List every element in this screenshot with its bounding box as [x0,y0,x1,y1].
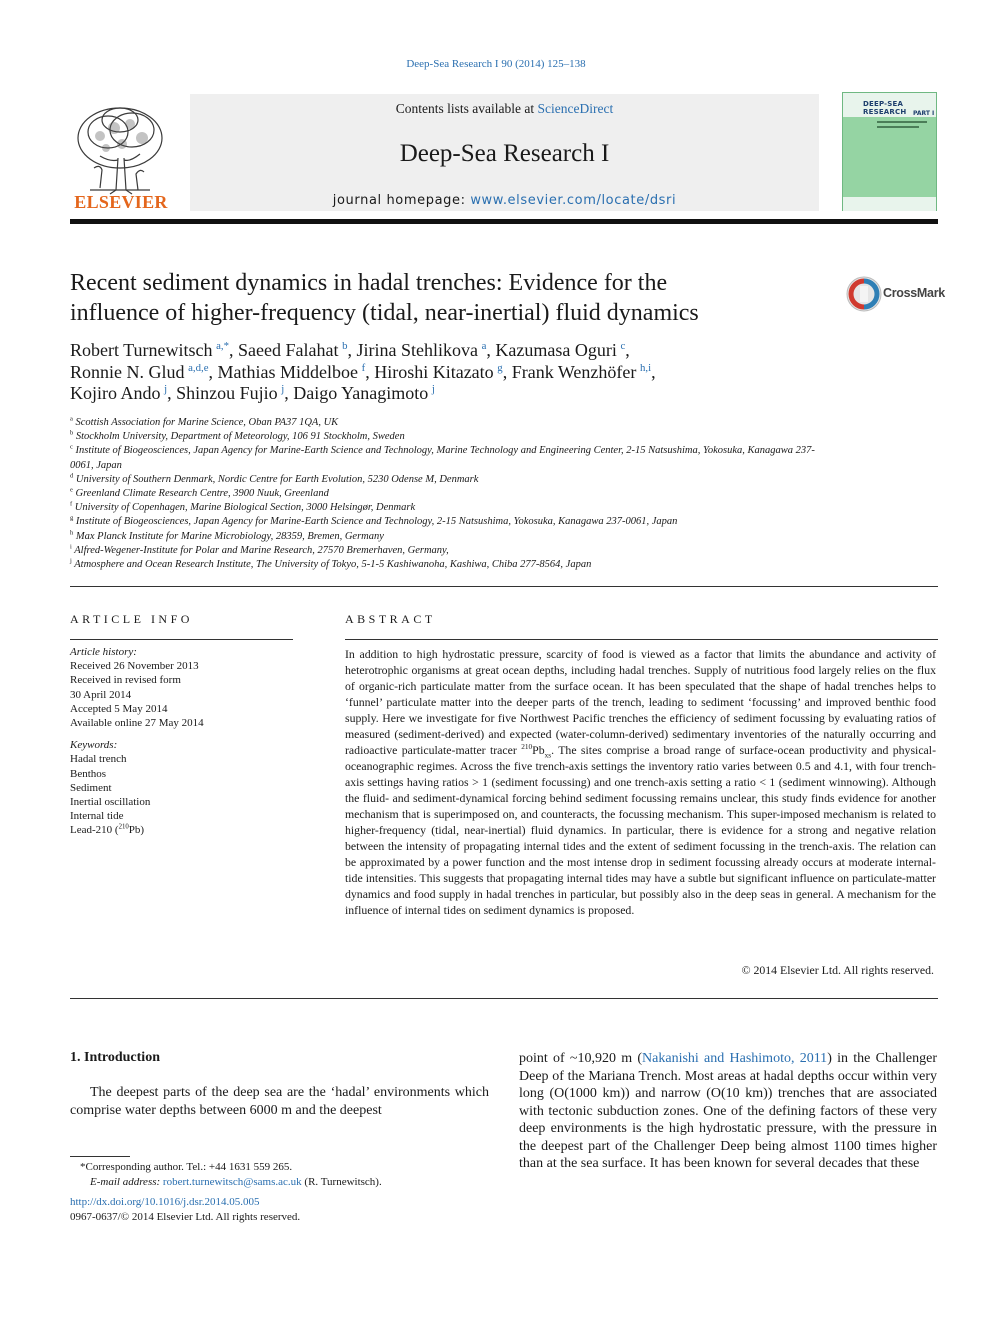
journal-homepage-line [190,193,819,208]
author-affiliation-ref[interactable]: g [497,361,503,374]
keyword-text: Lead-210 ( [70,824,119,837]
author-separator: , [229,340,239,360]
affiliation-text: Atmosphere and Ocean Research Institute, The University of Tokyo, 5-1-5 Kashiwanoha, Kashiwa, Chiba 277-8564, Japan [74,559,592,571]
journal-citation[interactable]: Deep-Sea Research I 90 (2014) 125–138 [406,58,586,70]
affiliation-key: j [70,557,72,565]
email-link[interactable]: robert.turnewitsch@sams.ac.uk [162,1175,302,1188]
author-separator: , [625,340,630,360]
cover-rule [877,126,919,128]
tracer-symbol: Pb [532,743,545,757]
author-affiliation-ref[interactable]: a [481,340,487,352]
keyword-item: Inertial oscillation [70,796,151,809]
keywords-label: Keywords: [70,739,118,752]
email-note [70,1175,490,1190]
history-label: Article history: [70,646,137,658]
author-separator: , [167,383,177,403]
history-item: Received in revised form [70,674,181,687]
author-name[interactable]: Daigo Yanagimoto [293,383,429,403]
keyword-item: Hadal trench [70,753,127,766]
homepage-link[interactable]: www.elsevier.com/locate/dsri [470,193,677,208]
abstract-heading: ABSTRACT [345,612,436,626]
affiliation-item [70,501,830,515]
affiliation-item [70,530,830,544]
email-suffix: (R. Turnewitsch). [301,1175,382,1188]
doi-link[interactable]: http://dx.doi.org/10.1016/j.dsr.2014.05.005 [70,1196,260,1208]
affiliation-key: g [70,514,74,522]
keyword-item: Internal tide [70,810,124,823]
author-name[interactable]: Ronnie N. Glud [70,361,185,382]
journal-cover-thumbnail[interactable] [842,92,937,211]
introduction-text-right [519,1050,937,1173]
affiliation-text: Institute of Biogeosciences, Japan Agency for Marine-Earth Science and Technology, Marine Technology and Engineering Center, 2-15 Natsushima, Yokosuka, Kanagawa 237-0061, Japan [70,445,815,471]
author-separator: , [208,361,218,382]
email-label: E-mail address: [90,1175,163,1188]
author-separator: , [502,361,512,382]
abstract-text-part: . The sites comprise a broad range of surface-ocean productivity and physical-oceanographic regimes. Across the five trench-axis settings the inventory ratio varies between 0.5 and 4.1, with four trench-axis settings having ratios > 1 (sediment focussing) and one trench-axis setting a ratio < 1 (sediment winnowing). Although the fluid- and sediment-dynamical forcing behind sediment focussing remains unclear, this study finds evidence for another mechanism that is superimposed on, and counteracts, the focussing mechanism. This super-imposed mechanism is related to higher-frequency (tidal, near-inertial) fluid dynamics. In particular, there is evidence for a strong and negative relation between the intensity of propagating internal tides and the extent of sediment focussing in the trench-axis. The relation can be approximated by a power function and the most intense drop in sediment focussing already occurs at moderate internal-tide intensities. This suggests that propagating internal tides may have a subtle but significant influence on particulate-matter dynamics and food supply in hadal trenches in particular, but possibly also in the deep seas in general. A mechanism for the influence of internal tides on sediment dynamics is proposed. [345,743,936,917]
abstract-rule [345,639,938,640]
tracer-superscript: 210 [521,742,533,752]
article-info-panel [70,645,300,838]
author-name[interactable]: Kazumasa Oguri [495,340,617,360]
affiliation-list [70,416,830,572]
keyword-text: Pb) [128,824,145,837]
header-rule [70,219,938,224]
affiliation-item [70,558,830,572]
homepage-prefix: journal homepage: [332,193,471,208]
author-list [70,340,930,405]
keyword-superscript: 210 [118,823,129,831]
history-item: Received 26 November 2013 [70,660,199,673]
article-title-line: influence of higher-frequency (tidal, near-inertial) fluid dynamics [70,300,699,326]
contents-prefix: Contents lists available at [395,101,538,116]
contents-line [190,101,819,117]
affiliation-key: b [70,429,74,437]
affiliation-key: f [70,500,73,508]
cover-bottom-band [843,197,936,211]
affiliation-item [70,416,830,430]
journal-name: Deep-Sea Research I [399,140,610,167]
author-affiliation-ref[interactable]: f [361,361,366,374]
affiliation-key: a [70,415,73,423]
affiliation-text: University of Southern Denmark, Nordic Centre for Earth Evolution, 5230 Odense M, Denmark [75,473,479,485]
author-name[interactable]: Saeed Falahat [238,340,339,360]
affiliation-text: Scottish Association for Marine Science, Oban PA37 1QA, UK [75,417,339,428]
author-name[interactable]: Hiroshi Kitazato [374,361,494,382]
spacer [70,730,300,738]
author-separator: , [284,383,294,403]
author-name[interactable]: Jirina Stehlikova [356,340,478,360]
author-name[interactable]: Kojiro Ando [70,383,161,403]
author-affiliation-ref[interactable]: a,* [216,340,230,352]
intro-text-part: ) in the Challenger Deep of the Mariana Trench. Most areas at hadal depths occur within very long (O(1000 km)) and narrow (O(10 km)) trenches that are associated with tectonic subduction zones. One of the defining factors of these very deep environments is the high hydrostatic pressure, with the pressure in the deepest part of the Challenger Deep being almost 1100 times higher than at the sea surface. It has been known for several decades that these [519,1051,937,1171]
article-info-heading: ARTICLE INFO [70,612,193,626]
affiliation-text: Stockholm University, Department of Meteorology, 106 91 Stockholm, Sweden [75,431,405,443]
affiliation-item [70,487,830,501]
cover-title: DEEP-SEA RESEARCH [863,100,907,116]
author-name[interactable]: Frank Wenzhöfer [511,361,637,382]
cover-rule [877,121,927,123]
affiliation-text: Alfred-Wegener-Institute for Polar and Marine Research, 27570 Bremerhaven, Germany, [74,544,449,556]
history-item: 30 April 2014 [70,688,132,701]
introduction-text-left: The deepest parts of the deep sea are the ‘hadal’ environments which comprise water depths between 6000 m and the deepest [70,1085,489,1118]
keyword-item [70,823,300,837]
abstract-text [345,646,936,918]
author-name[interactable]: Mathias Middelboe [217,361,358,382]
keyword-item: Benthos [70,767,107,780]
affiliation-item [70,444,830,472]
author-separator: , [347,340,357,360]
elsevier-wordmark: ELSEVIER [74,192,168,212]
cover-part: PART I [913,110,935,117]
author-affiliation-ref[interactable]: j [164,383,168,395]
author-affiliation-ref[interactable]: a,d,e [188,361,209,374]
crossmark-icon[interactable] [846,276,882,312]
author-affiliation-ref[interactable]: j [431,383,435,395]
keyword-item: Sediment [70,781,112,794]
history-item: Accepted 5 May 2014 [70,702,168,715]
affiliation-text: Max Planck Institute for Marine Microbiology, 28359, Bremen, Germany [75,530,384,542]
article-info-rule [70,639,293,640]
author-separator: , [651,361,656,382]
affiliation-text: Greenland Climate Research Centre, 3900 Nuuk, Greenland [75,488,329,500]
intro-text-part: point of ~10,920 m ( [519,1051,643,1066]
crossmark-label[interactable]: CrossMark [883,286,945,300]
abstract-text-part: In addition to high hydrostatic pressure, scarcity of food is viewed as a factor that limits the abundance and activity of heterotrophic organisms at great ocean depths, including hadal trenches. Supply of nutritious food largely relies on the flux of organic-rich particulate matter from the surface ocean. It has been speculated that the shape of hadal trenches helps to ‘funnel’ particulate matter into the deeper parts of the trench, leading to sediment ‘focussing’ and improved benthic food supply. Here we investigate for five Northwest Pacific trenches the efficiency of sediment focussing by evaluating ratios of measured (sediment-derived) and expected (water-column-derived) sedimentary inventories of the naturally occurring and radioactive particulate-matter tracer [345,647,936,757]
affiliation-key: i [70,543,72,551]
introduction-heading: 1. Introduction [70,1050,160,1065]
section-rule [70,998,938,999]
author-separator: , [365,361,375,382]
affiliation-key: e [70,486,73,494]
affiliation-key: c [70,443,73,451]
author-name[interactable]: Shinzou Fujio [176,383,278,403]
sciencedirect-link[interactable]: ScienceDirect [537,101,614,116]
corresponding-author-note: *Corresponding author. Tel.: +44 1631 559 265. [80,1161,293,1173]
affiliation-key: h [70,529,74,537]
affiliation-item [70,473,830,487]
author-separator: , [486,340,496,360]
affiliation-text: Institute of Biogeosciences, Japan Agency for Marine-Earth Science and Technology, 2-15 Natsushima, Yokosuka, Kanagawa 237-0061, Japan [75,516,678,528]
affiliation-item [70,515,830,529]
reference-link[interactable]: Nakanishi and Hashimoto, 2011 [642,1051,828,1066]
history-item: Available online 27 May 2014 [70,717,204,730]
article-title-line: Recent sediment dynamics in hadal trenches: Evidence for the [70,270,668,296]
affiliation-item [70,544,830,558]
author-name[interactable]: Robert Turnewitsch [70,340,213,360]
tracer-subscript: xs [544,750,552,760]
article-title [70,268,810,328]
footnotes [70,1160,490,1224]
affiliation-key: d [70,472,74,480]
affiliation-text: University of Copenhagen, Marine Biological Section, 3000 Helsingør, Denmark [74,502,416,514]
footnote-rule [70,1156,130,1157]
issn-line: 0967-0637/© 2014 Elsevier Ltd. All rights reserved. [70,1210,301,1223]
author-affiliation-ref[interactable]: h,i [640,361,652,374]
section-rule [70,586,938,587]
author-affiliation-ref[interactable]: c [620,340,626,352]
author-affiliation-ref[interactable]: b [342,340,348,352]
affiliation-item [70,430,830,444]
abstract-copyright: © 2014 Elsevier Ltd. All rights reserved. [741,963,934,977]
author-affiliation-ref[interactable]: j [281,383,285,395]
